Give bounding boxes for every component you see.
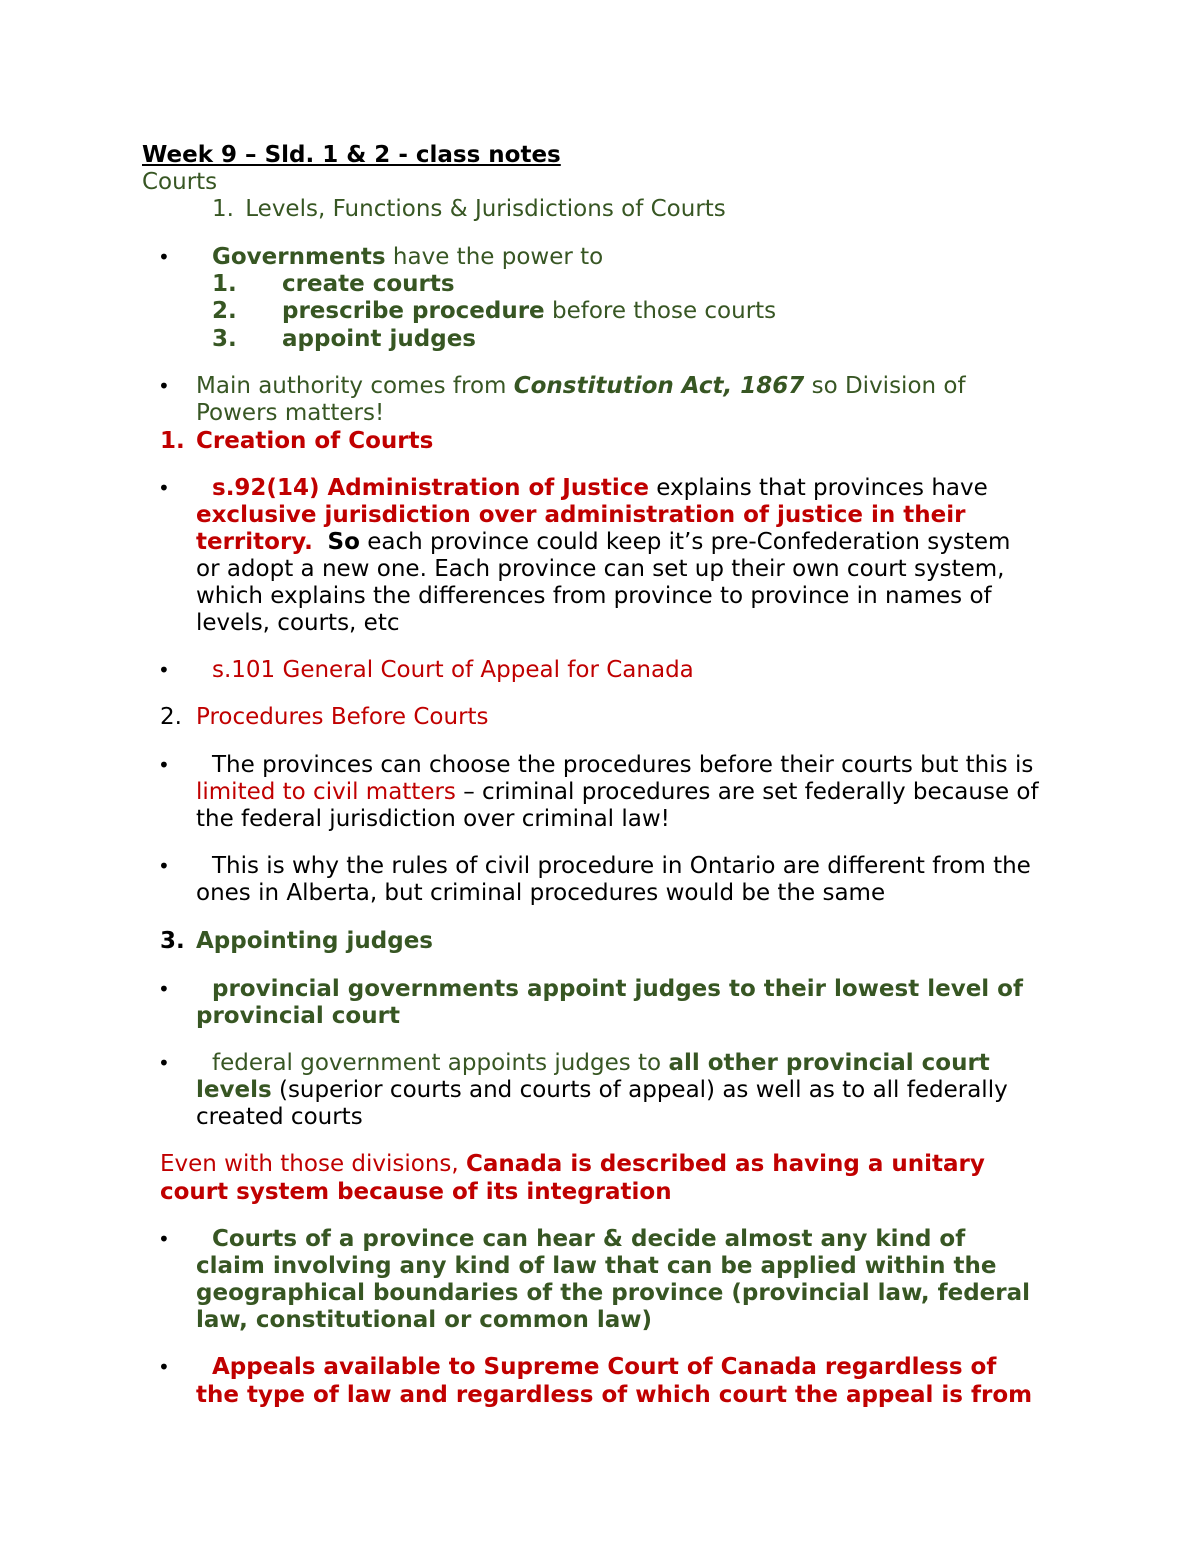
unitary-b2-l2: the type of law and regardless of which court the appeal is from — [196, 1382, 1033, 1408]
appointing-b2-l3: created courts — [196, 1104, 363, 1130]
gov-item-3: 3. appoint judges — [212, 326, 476, 352]
page-title: Week 9 – Sld. 1 & 2 - class notes — [142, 142, 561, 168]
bullet-icon: • — [158, 1227, 170, 1251]
heading-appointing: 3. Appointing judges — [160, 928, 433, 954]
unitary-b1-l2: claim involving any kind of law that can be applied within the — [196, 1253, 997, 1279]
heading-procedures: 2. Procedures Before Courts — [160, 704, 489, 730]
bullet-icon: • — [158, 977, 170, 1001]
procedures-b2-l1: This is why the rules of civil procedure in Ontario are different from the — [212, 853, 1031, 879]
authority-line-2: Powers matters! — [196, 400, 385, 426]
procedures-b1-l1: The provinces can choose the procedures before their courts but this is — [212, 752, 1034, 778]
creation-b1-l2: exclusive jurisdiction over administration of justice in their — [196, 502, 966, 528]
bullet-icon: • — [158, 753, 170, 777]
authority-line-1: Main authority comes from Constitution Act, 1867 so Division of — [196, 373, 966, 399]
section-heading: Courts — [142, 169, 218, 195]
bullet-icon: • — [158, 374, 170, 398]
gov-lead: Governments have the power to — [212, 244, 604, 270]
appointing-b1-l1: provincial governments appoint judges to their lowest level of — [212, 976, 1023, 1002]
creation-b1-l3: territory. So each province could keep it’s pre-Confederation system — [196, 529, 1011, 555]
toc-number: 1. — [212, 196, 234, 222]
bullet-icon: • — [158, 1355, 170, 1379]
creation-b2: s.101 General Court of Appeal for Canada — [212, 657, 694, 683]
creation-b1-l5: which explains the differences from province to province in names of — [196, 583, 992, 609]
unitary-b1-l4: law, constitutional or common law) — [196, 1307, 653, 1333]
unitary-b2-l1: Appeals available to Supreme Court of Canada regardless of — [212, 1354, 997, 1380]
bullet-icon: • — [158, 658, 170, 682]
unitary-l1: Even with those divisions, Canada is described as having a unitary — [160, 1151, 985, 1177]
gov-item-2: 2. prescribe procedure before those courts — [212, 298, 777, 324]
heading-creation: 1. Creation of Courts — [160, 428, 434, 454]
appointing-b2-l2: levels (superior courts and courts of appeal) as well as to all federally — [196, 1077, 1008, 1103]
unitary-b1-l1: Courts of a province can hear & decide almost any kind of — [212, 1226, 966, 1252]
creation-b1-l4: or adopt a new one. Each province can set up their own court system, — [196, 556, 1005, 582]
bullet-icon: • — [158, 1051, 170, 1075]
procedures-b1-l2: limited to civil matters – criminal procedures are set federally because of — [196, 779, 1039, 805]
toc-text: Levels, Functions & Jurisdictions of Courts — [245, 196, 726, 222]
bullet-icon: • — [158, 476, 170, 500]
appointing-b1-l2: provincial court — [196, 1003, 400, 1029]
toc-item — [212, 196, 726, 223]
creation-b1-l6: levels, courts, etc — [196, 610, 400, 636]
creation-b1-l1: s.92(14) Administration of Justice explains that provinces have — [212, 475, 988, 501]
appointing-b2-l1: federal government appoints judges to all other provincial court — [212, 1050, 990, 1076]
unitary-b1-l3: geographical boundaries of the province (provincial law, federal — [196, 1280, 1031, 1306]
bullet-icon: • — [158, 854, 170, 878]
procedures-b2-l2: ones in Alberta, but criminal procedures would be the same — [196, 880, 886, 906]
gov-item-1: 1. create courts — [212, 271, 455, 297]
bullet-icon: • — [158, 245, 170, 269]
procedures-b1-l3: the federal jurisdiction over criminal law! — [196, 806, 670, 832]
unitary-l2: court system because of its integration — [160, 1179, 672, 1205]
